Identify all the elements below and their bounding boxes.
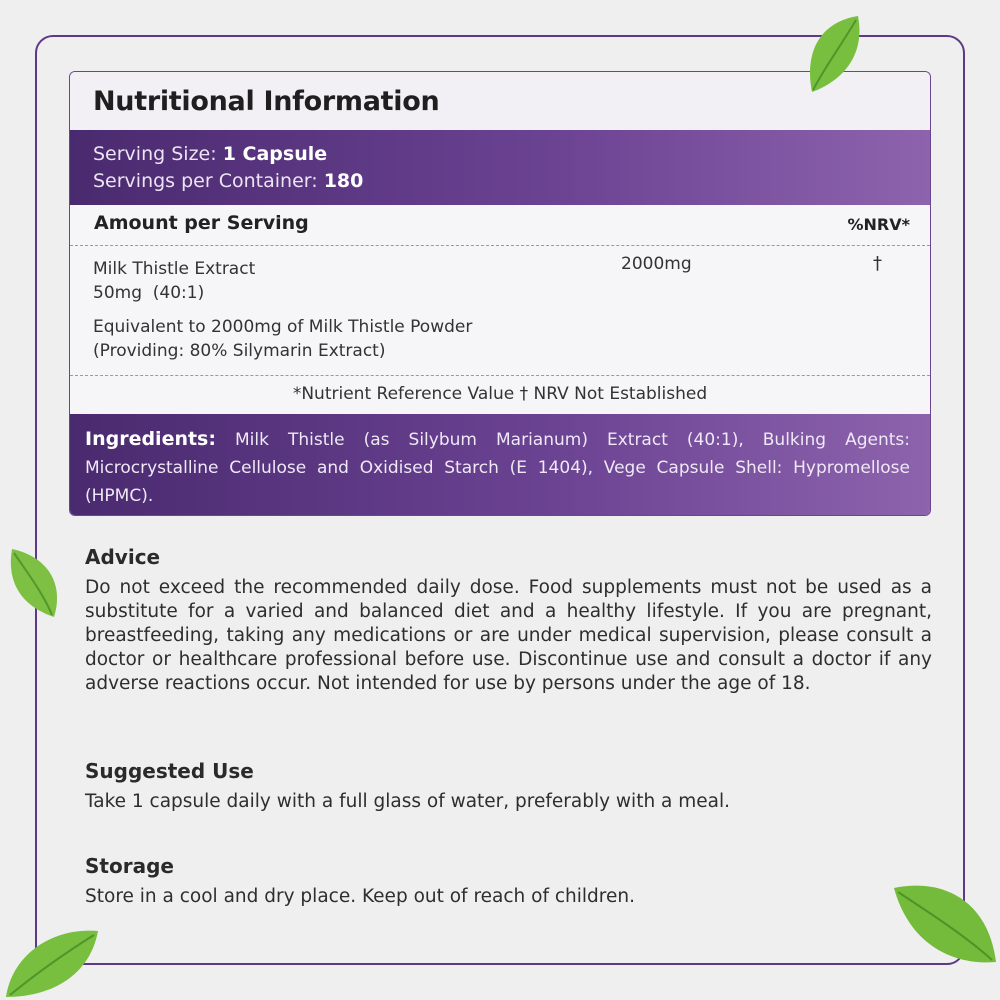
table-row [70,246,930,376]
nutrient-amount: 2000mg [621,254,692,274]
leaf-icon [888,880,1000,970]
storage-section [85,854,932,909]
nutrient-equivalent: Equivalent to 2000mg of Milk Thistle Powder (Providing: 80% Silymarin Extract) [93,317,473,361]
advice-text: Do not exceed the recommended daily dose. Food supplements must not be used as a substitute for a varied and balanced diet and a healthy lifestyle. If you are pregnant, breastfeeding, taking any medications or are under medical supervision, please consult a doctor or healthcare professional before use. Discontinue use and consult a doctor if any adverse reactions occur. Not intended for use by persons under the age of 18. [85,577,932,694]
nutrition-panel [69,71,931,516]
ingredients-text: Milk Thistle (as Silybum Marianum) Extract (40:1), Bulking Agents: Microcrystalline Cellulose and Oxidised Starch (E 1404), Vege Capsule Shell: Hypromellose (HPMC). [85,430,910,506]
serving-size: Serving Size: 1 Capsule [93,143,328,165]
nrv-header: %NRV* [847,215,910,234]
advice-section [85,545,932,696]
suggested-use-section [85,759,932,814]
leaf-icon [800,12,870,97]
advice-title: Advice [85,545,161,569]
storage-text: Store in a cool and dry place. Keep out of reach of children. [85,886,635,907]
suggested-use-title: Suggested Use [85,759,254,783]
leaf-icon [4,545,66,620]
leaf-icon [2,925,102,1000]
suggested-use-text: Take 1 capsule daily with a full glass of water, preferably with a meal. [85,791,731,812]
serving-info [70,130,930,205]
servings-per-container: Servings per Container: 180 [93,170,364,192]
panel-title: Nutritional Information [70,72,930,130]
nutrient-table [70,205,930,414]
nrv-footnote: *Nutrient Reference Value † NRV Not Established [292,384,708,404]
amount-header: Amount per Serving [94,212,309,234]
table-header [70,205,930,246]
ingredients-label: Ingredients: [85,428,216,450]
ingredients [70,414,930,516]
storage-title: Storage [85,854,174,878]
nutrient-name: Milk Thistle Extract 50mg (40:1) [93,259,256,303]
nutrient-nrv: † [873,253,882,274]
